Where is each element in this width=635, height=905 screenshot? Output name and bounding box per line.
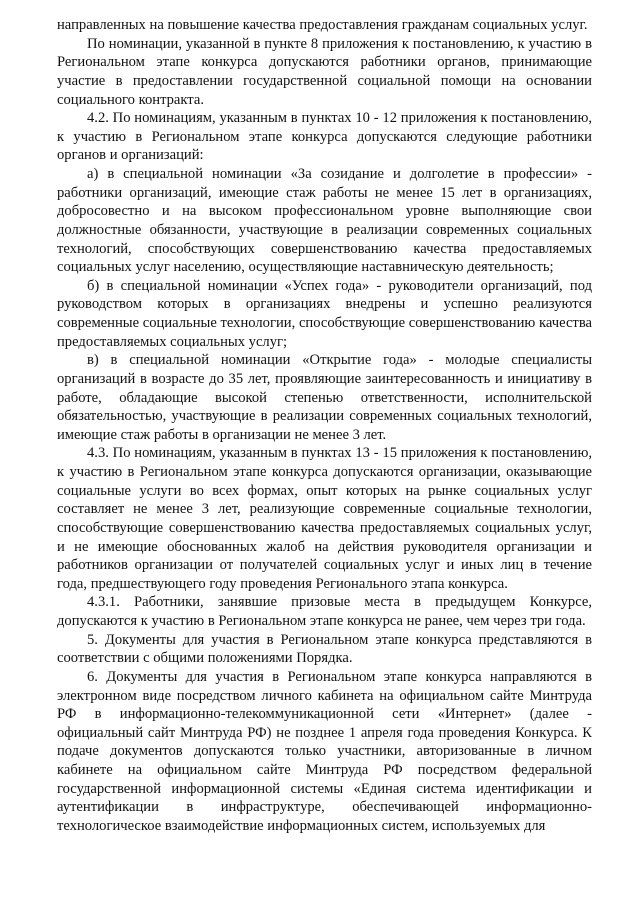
- paragraph-4-3: 4.3. По номинациям, указанным в пунктах 13 - 15 приложения к постановлению, к участию в Региональном этапе конкурса допускаются организации, оказывающие социальные услуги во всех формах, опыт которых на рынке социальных услуг составляет не менее 3 лет, реализующие современные социальные технологии, способствующие совершенствованию качества предоставляемых социальных услуг, и не имеющие обоснованных жалоб на действия руководителя организации и работников организации от получателей социальных услуг и иных лиц в течение года, предшествующего году проведения Регионального этапа конкурса.: [57, 445, 592, 592]
- paragraph-4-2-a: а) в специальной номинации «За созидание и долголетие в профессии» - работники организаций, имеющие стаж работы не менее 15 лет в организациях, добросовестно и на высоком профессиональном уровне выполняющие свои должностные обязанности, участвующие в реализации современных социальных технологий, способствующих совершенствованию качества предоставляемых социальных услуг населению, осуществляющие наставническую деятельность;: [57, 166, 592, 276]
- paragraph-4-2: 4.2. По номинациям, указанным в пунктах 10 - 12 приложения к постановлению, к участию в Региональном этапе конкурса допускаются следующие работники органов и организаций:: [57, 110, 592, 164]
- paragraph-4-3-1: 4.3.1. Работники, занявшие призовые места в предыдущем Конкурсе, допускаются к участию в Региональном этапе конкурса не ранее, чем через три года.: [57, 594, 592, 629]
- paragraph-nomination-8: По номинации, указанной в пункте 8 приложения к постановлению, к участию в Региональном этапе конкурса допускаются работники органов, принимающие участие в предоставлении государственной социальной помощи на основании социального контракта.: [57, 35, 592, 108]
- document-body: [57, 16, 592, 836]
- paragraph-continuation: направленных на повышение качества предоставления гражданам социальных услуг.: [57, 17, 588, 33]
- paragraph-4-2-b: б) в специальной номинации «Успех года» - руководители организаций, под руководством которых в организациях внедрены и успешно реализуются современные социальные технологии, способствующие совершенствованию качества предоставляемых социальных услуг;: [57, 277, 592, 350]
- paragraph-5: 5. Документы для участия в Региональном этапе конкурса представляются в соответствии с общими положениями Порядка.: [57, 631, 592, 667]
- paragraph-6: 6. Документы для участия в Региональном этапе конкурса направляются в электронном виде посредством личного кабинета на официальном сайте Минтруда РФ в информационно-телекоммуникационной сети «Интернет» (далее - официальный сайт Минтруда РФ) не позднее 1 апреля года проведения Конкурса. К подаче документов допускаются только участники, авторизованные в личном кабинете на официальном сайте Минтруда РФ посредством федеральной государственной информационной системы «Единая система идентификации и аутентификации в инфраструктуре, обеспечивающей информационно-технологическое взаимодействие информационных систем, используемых для: [57, 668, 592, 834]
- paragraph-4-2-c: в) в специальной номинации «Открытие года» - молодые специалисты организаций в возрасте до 35 лет, проявляющие заинтересованность и инициативу в работе, обладающие высокой степенью ответственности, исполнительской обязательностью, участвующие в реализации современных социальных технологий, имеющие стаж работы в организации не менее 3 лет.: [57, 352, 592, 443]
